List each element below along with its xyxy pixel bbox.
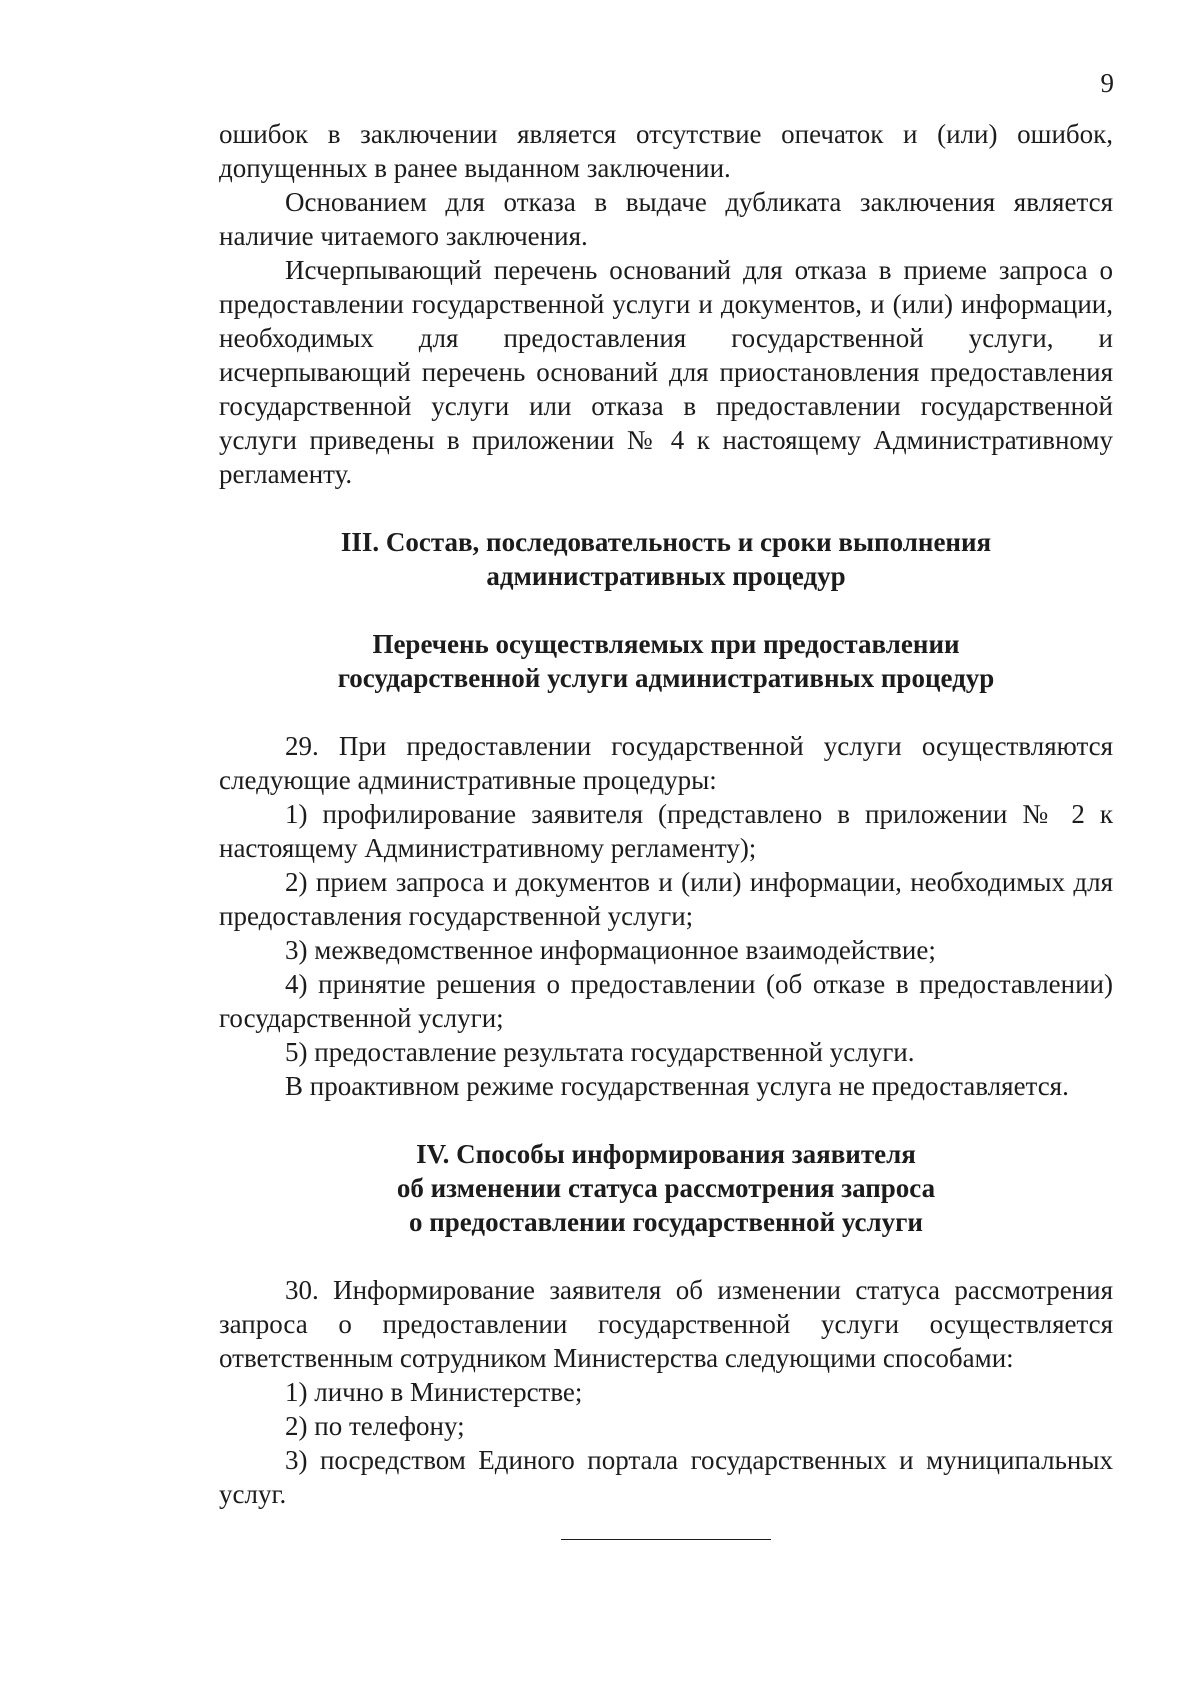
page-number: 9 xyxy=(1100,68,1114,98)
list-item: 2) прием запроса и документов и (или) информации, необходимых для предоставления государственной услуги; xyxy=(219,867,1113,931)
section-heading-line: о предоставлении государственной услуги xyxy=(408,1207,923,1237)
list-item: 2) по телефону; xyxy=(285,1411,465,1441)
list-item: 4) принятие решения о предоставлении (об отказе в предоставлении) государственной услуги; xyxy=(219,969,1113,1033)
subsection-heading-line: Перечень осуществляемых при предоставлении xyxy=(372,629,960,659)
section-heading-4 xyxy=(219,1137,1113,1239)
section-3-list xyxy=(219,729,1113,1103)
section-heading-line: IV. Способы информирования заявителя xyxy=(416,1139,916,1169)
list-item: 30. Информирование заявителя об изменении статуса рассмотрения запроса о предоставлении государственной услуги осуществляется ответственным сотрудником Министерства следующими способами: xyxy=(219,1275,1113,1373)
list-item: 29. При предоставлении государственной услуги осуществляются следующие административные процедуры: xyxy=(219,731,1113,795)
closing-rule xyxy=(561,1539,771,1540)
subsection-heading-line: государственной услуги административных процедур xyxy=(337,663,995,693)
list-item: 3) межведомственное информационное взаимодействие; xyxy=(285,935,936,965)
list-item: 1) профилирование заявителя (представлено в приложении № 2 к настоящему Административному регламенту); xyxy=(219,799,1113,863)
list-item: 3) посредством Единого портала государственных и муниципальных услуг. xyxy=(219,1445,1113,1509)
section-heading-line: III. Состав, последовательность и сроки выполнения xyxy=(340,527,992,557)
section-heading-line: административных процедур xyxy=(486,561,846,591)
list-item: 1) лично в Министерстве; xyxy=(285,1377,583,1407)
paragraph: Основанием для отказа в выдаче дубликата заключения является наличие читаемого заключения. xyxy=(219,187,1113,251)
paragraph: Исчерпывающий перечень оснований для отказа в приеме запроса о предоставлении государственной услуги и документов, и (или) информации, необходимых для предоставления государственной услуги, и исчерпывающий перечень оснований для приостановления предоставления государственной услуги или отказа в предоставлении государственной услуги приведены в приложении № 4 к настоящему Административному регламенту. xyxy=(219,255,1113,489)
paragraph: ошибок в заключении является отсутствие опечаток и (или) ошибок, допущенных в ранее выданном заключении. xyxy=(219,119,1113,183)
list-item: 5) предоставление результата государственной услуги. xyxy=(285,1037,915,1067)
document-body xyxy=(219,117,1113,1511)
section-heading-3 xyxy=(219,525,1113,593)
section-heading-line: об изменении статуса рассмотрения запроса xyxy=(396,1173,936,1203)
list-item: В проактивном режиме государственная услуга не предоставляется. xyxy=(285,1071,1069,1101)
subsection-heading xyxy=(219,627,1113,695)
section-4-list xyxy=(219,1273,1113,1511)
